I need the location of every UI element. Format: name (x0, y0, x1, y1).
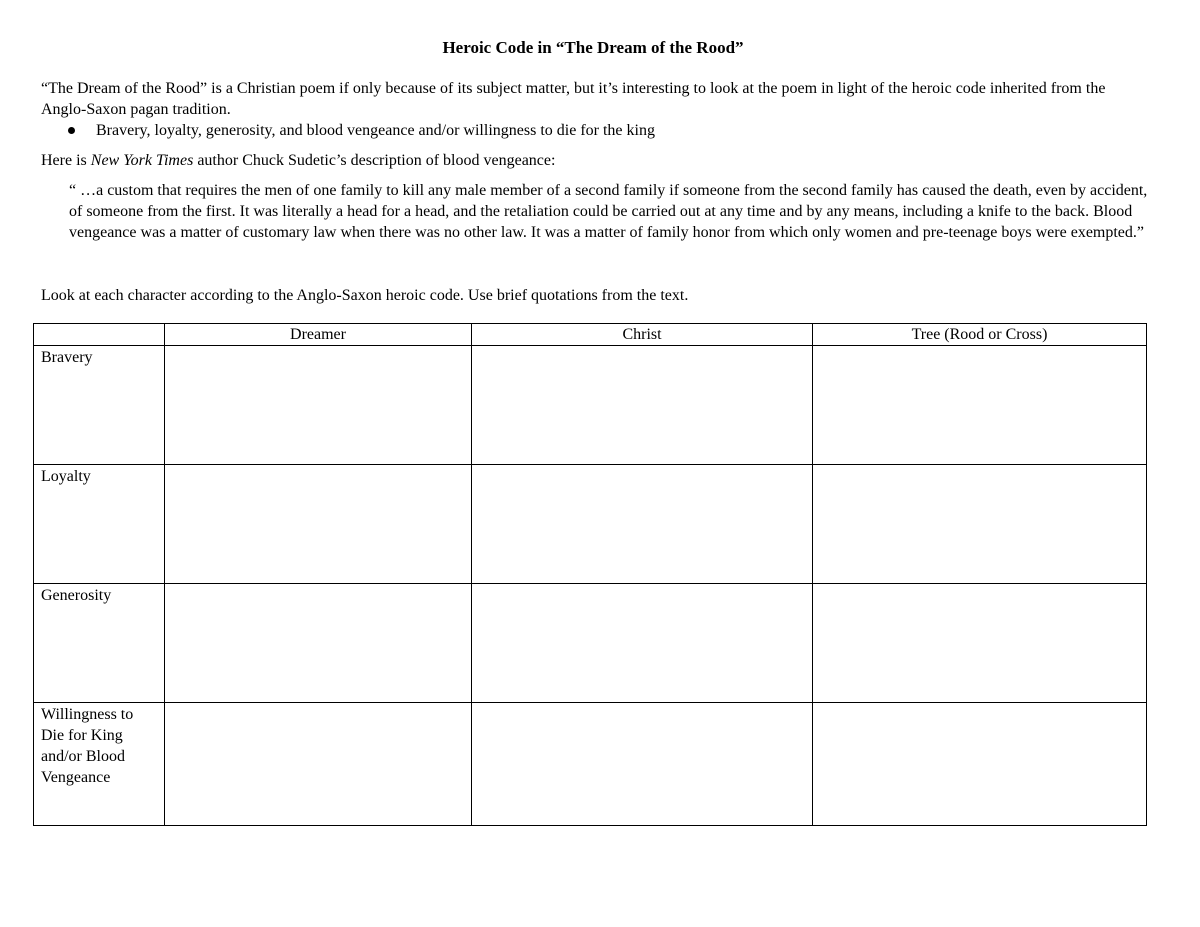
row-label-willingness: Willingness to Die for King and/or Blood Vengeance (34, 703, 165, 826)
heroic-code-table (33, 323, 1147, 826)
table-row (34, 703, 1147, 826)
column-header-dreamer: Dreamer (165, 324, 472, 346)
list-item (41, 120, 1131, 141)
table-header-row (34, 324, 1147, 346)
block-quote: “ …a custom that requires the men of one family to kill any male member of a second family if someone from the second family has caused the death, even by accident, of someone from the first. It was literally a head for a head, and the retaliation could be carried out at any time and by any means, including a knife to the back. Blood vengeance was a matter of customary law when there was no other law. It was a matter of family honor from which only women and pre-teenage boys were exempted.” (69, 182, 1148, 241)
table-cell[interactable] (165, 703, 472, 826)
table-row (34, 584, 1147, 703)
table-cell[interactable] (165, 465, 472, 584)
table-cell[interactable] (813, 346, 1147, 465)
row-label-loyalty: Loyalty (34, 465, 165, 584)
column-header-tree: Tree (Rood or Cross) (813, 324, 1147, 346)
intro-paragraph: “The Dream of the Rood” is a Christian poem if only because of its subject matter, but it’s interesting to look at the poem in light of the heroic code inherited from the Anglo-Saxon pagan tradition. (41, 80, 1106, 118)
row-label-generosity: Generosity (34, 584, 165, 703)
table-cell[interactable] (165, 346, 472, 465)
page-title: Heroic Code in “The Dream of the Rood” (442, 38, 744, 57)
table-cell[interactable] (472, 703, 813, 826)
instruction-paragraph: Look at each character according to the Anglo-Saxon heroic code. Use brief quotations from the text. (41, 287, 689, 304)
table-cell[interactable] (472, 346, 813, 465)
table-row (34, 465, 1147, 584)
table-cell[interactable] (813, 703, 1147, 826)
table-cell[interactable] (472, 465, 813, 584)
publication-name: New York Times (90, 152, 194, 169)
table-row (34, 346, 1147, 465)
table-cell[interactable] (472, 584, 813, 703)
description-suffix: author Chuck Sudetic’s description of blood vengeance: (193, 152, 556, 169)
bullet-icon (68, 127, 75, 134)
table-cell[interactable] (813, 465, 1147, 584)
row-label-bravery: Bravery (34, 346, 165, 465)
description-prefix: Here is (41, 152, 91, 169)
table-corner-cell (34, 324, 165, 346)
column-header-christ: Christ (472, 324, 813, 346)
bullet-list (41, 120, 1131, 141)
table-cell[interactable] (165, 584, 472, 703)
table-cell[interactable] (813, 584, 1147, 703)
description-paragraph (41, 150, 1131, 171)
bullet-text: Bravery, loyalty, generosity, and blood vengeance and/or willingness to die for the king (96, 122, 655, 139)
